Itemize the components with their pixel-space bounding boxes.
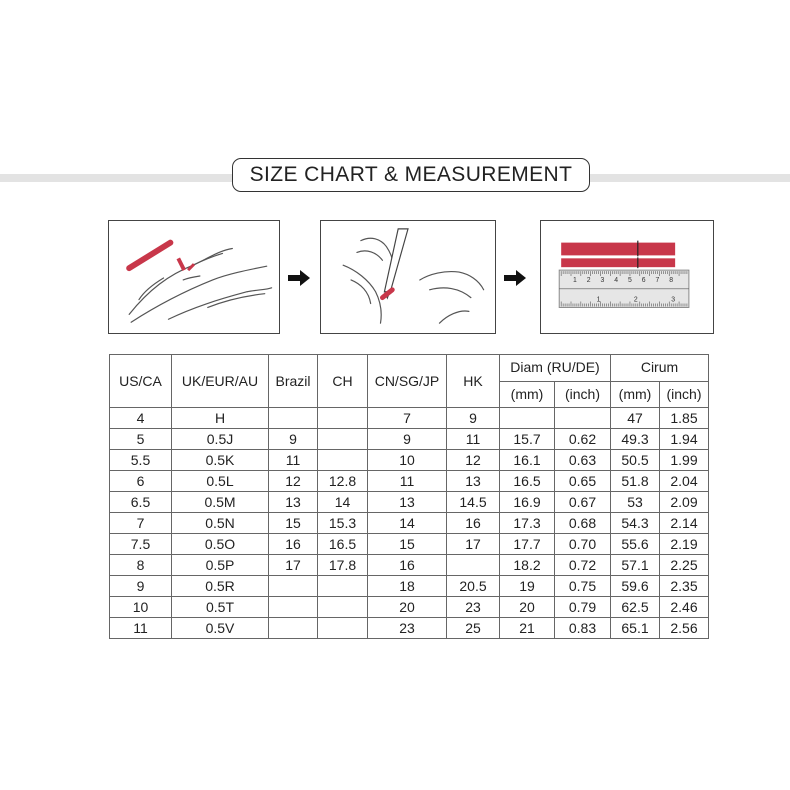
cell-ch: 12.8 [318,471,368,492]
cell-cirum-mm: 49.3 [611,429,660,450]
cell-hk: 16 [447,513,500,534]
cell-hk: 17 [447,534,500,555]
header-diam-mm: (mm) [500,381,555,408]
table-row [110,450,709,471]
cell-hk: 20.5 [447,576,500,597]
header-brazil: Brazil [269,355,318,408]
cell-diam-mm: 21 [500,618,555,639]
cell-us-ca: 6.5 [110,492,172,513]
cell-diam-mm [500,408,555,429]
cell-cirum-inch: 2.14 [660,513,709,534]
cell-cirum-inch: 2.25 [660,555,709,576]
cell-us-ca: 7 [110,513,172,534]
table-row [110,597,709,618]
header-us-ca: US/CA [110,355,172,408]
cell-diam-inch: 0.75 [555,576,611,597]
cell-cirum-mm: 57.1 [611,555,660,576]
cell-brazil: 16 [269,534,318,555]
cell-uk-eur-au: 0.5L [172,471,269,492]
cell-cirum-inch: 2.04 [660,471,709,492]
table-row [110,492,709,513]
cell-diam-inch: 0.65 [555,471,611,492]
ruler-tick-label: 7 [655,276,660,284]
cell-ch [318,408,368,429]
cell-us-ca: 5.5 [110,450,172,471]
cell-diam-mm: 19 [500,576,555,597]
cell-brazil: 12 [269,471,318,492]
cell-us-ca: 9 [110,576,172,597]
header-cirum-mm: (mm) [611,381,660,408]
cell-ch [318,576,368,597]
cell-cirum-inch: 1.85 [660,408,709,429]
table-row [110,576,709,597]
table-row [110,555,709,576]
cell-cirum-mm: 59.6 [611,576,660,597]
cell-brazil: 9 [269,429,318,450]
cell-brazil: 11 [269,450,318,471]
cell-cn-sg-jp: 10 [368,450,447,471]
cell-us-ca: 4 [110,408,172,429]
cell-cirum-inch: 2.19 [660,534,709,555]
step-1-wrap-strip [108,220,280,334]
cell-brazil [269,408,318,429]
cell-diam-mm: 16.1 [500,450,555,471]
cell-diam-inch: 0.68 [555,513,611,534]
cell-ch [318,429,368,450]
ruler-tick-label: 6 [641,276,646,284]
cell-cirum-mm: 62.5 [611,597,660,618]
header-ch: CH [318,355,368,408]
ruler-tick-label: 1 [596,296,601,304]
ruler-tick-label: 3 [600,276,605,284]
cell-brazil [269,576,318,597]
cell-uk-eur-au: 0.5J [172,429,269,450]
arrow-right-icon [503,268,527,288]
cell-diam-inch: 0.63 [555,450,611,471]
cell-ch: 15.3 [318,513,368,534]
cell-uk-eur-au: 0.5M [172,492,269,513]
cell-brazil: 13 [269,492,318,513]
cell-ch: 16.5 [318,534,368,555]
cell-cirum-inch: 1.99 [660,450,709,471]
cell-us-ca: 7.5 [110,534,172,555]
cell-diam-inch: 0.72 [555,555,611,576]
cell-diam-mm: 17.3 [500,513,555,534]
cell-cn-sg-jp: 20 [368,597,447,618]
ruler-tick-label: 8 [669,276,674,284]
table-row [110,534,709,555]
step-3-measure-ruler [540,220,714,334]
cell-us-ca: 10 [110,597,172,618]
ruler-tick-label: 5 [628,276,632,284]
table-row [110,429,709,450]
cell-brazil: 15 [269,513,318,534]
cell-ch [318,597,368,618]
cell-cirum-inch: 2.35 [660,576,709,597]
cell-diam-mm: 17.7 [500,534,555,555]
cell-us-ca: 11 [110,618,172,639]
header-cn-sg-jp: CN/SG/JP [368,355,447,408]
cell-diam-mm: 18.2 [500,555,555,576]
cell-hk: 13 [447,471,500,492]
cell-ch: 14 [318,492,368,513]
cell-hk: 9 [447,408,500,429]
cell-cn-sg-jp: 18 [368,576,447,597]
header-hk: HK [447,355,500,408]
ruler-tick-label: 4 [614,276,619,284]
cell-diam-mm: 15.7 [500,429,555,450]
pen-icon [384,229,408,300]
cell-cn-sg-jp: 13 [368,492,447,513]
cell-hk: 12 [447,450,500,471]
table-row [110,513,709,534]
size-chart-table [109,354,709,639]
cell-hk [447,555,500,576]
page-title: SIZE CHART & MEASUREMENT [232,158,590,192]
cell-uk-eur-au: 0.5V [172,618,269,639]
cell-cn-sg-jp: 23 [368,618,447,639]
header-cirum-inch: (inch) [660,381,709,408]
cell-diam-mm: 20 [500,597,555,618]
cell-cirum-mm: 51.8 [611,471,660,492]
ruler-tick-label: 1 [573,276,577,284]
cell-cirum-mm: 55.6 [611,534,660,555]
cell-cn-sg-jp: 16 [368,555,447,576]
ruler-tick-label: 2 [633,296,638,304]
cell-uk-eur-au: 0.5R [172,576,269,597]
pen-mark-icon [321,221,495,333]
cell-cn-sg-jp: 7 [368,408,447,429]
cell-cirum-inch: 1.94 [660,429,709,450]
header-diam-inch: (inch) [555,381,611,408]
paper-strip-icon [129,243,194,271]
cell-brazil [269,618,318,639]
cell-cirum-mm: 47 [611,408,660,429]
cell-cirum-mm: 50.5 [611,450,660,471]
cell-diam-inch: 0.70 [555,534,611,555]
cell-diam-mm: 16.9 [500,492,555,513]
table-row [110,408,709,429]
cell-ch: 17.8 [318,555,368,576]
cell-cirum-mm: 53 [611,492,660,513]
cell-diam-inch [555,408,611,429]
arrow-right-icon [287,268,311,288]
cell-brazil [269,597,318,618]
cell-uk-eur-au: 0.5K [172,450,269,471]
cell-cn-sg-jp: 9 [368,429,447,450]
cell-ch [318,450,368,471]
header-cirum: Cirum [611,355,709,382]
header-uk-eur-au: UK/EUR/AU [172,355,269,408]
ruler-measure-icon [541,221,713,333]
cell-uk-eur-au: 0.5P [172,555,269,576]
cell-diam-inch: 0.83 [555,618,611,639]
step-2-mark-strip [320,220,496,334]
cell-hk: 14.5 [447,492,500,513]
cell-brazil: 17 [269,555,318,576]
cell-cirum-inch: 2.09 [660,492,709,513]
cell-us-ca: 6 [110,471,172,492]
header-diam: Diam (RU/DE) [500,355,611,382]
cell-uk-eur-au: 0.5T [172,597,269,618]
finger-wrap-strip-icon [109,221,279,333]
cell-cn-sg-jp: 14 [368,513,447,534]
cell-cirum-mm: 65.1 [611,618,660,639]
cell-cirum-inch: 2.46 [660,597,709,618]
cell-diam-inch: 0.79 [555,597,611,618]
table-row [110,618,709,639]
cell-hk: 25 [447,618,500,639]
cell-ch [318,618,368,639]
table-row [110,471,709,492]
cell-hk: 23 [447,597,500,618]
cell-cirum-inch: 2.56 [660,618,709,639]
cell-cirum-mm: 54.3 [611,513,660,534]
cell-uk-eur-au: H [172,408,269,429]
cell-diam-inch: 0.67 [555,492,611,513]
cell-diam-inch: 0.62 [555,429,611,450]
ruler-tick-label: 3 [671,296,676,304]
cell-diam-mm: 16.5 [500,471,555,492]
cell-hk: 11 [447,429,500,450]
cell-us-ca: 5 [110,429,172,450]
cell-uk-eur-au: 0.5N [172,513,269,534]
cell-cn-sg-jp: 11 [368,471,447,492]
ruler-tick-label: 2 [586,276,591,284]
cell-us-ca: 8 [110,555,172,576]
cell-cn-sg-jp: 15 [368,534,447,555]
cell-uk-eur-au: 0.5O [172,534,269,555]
